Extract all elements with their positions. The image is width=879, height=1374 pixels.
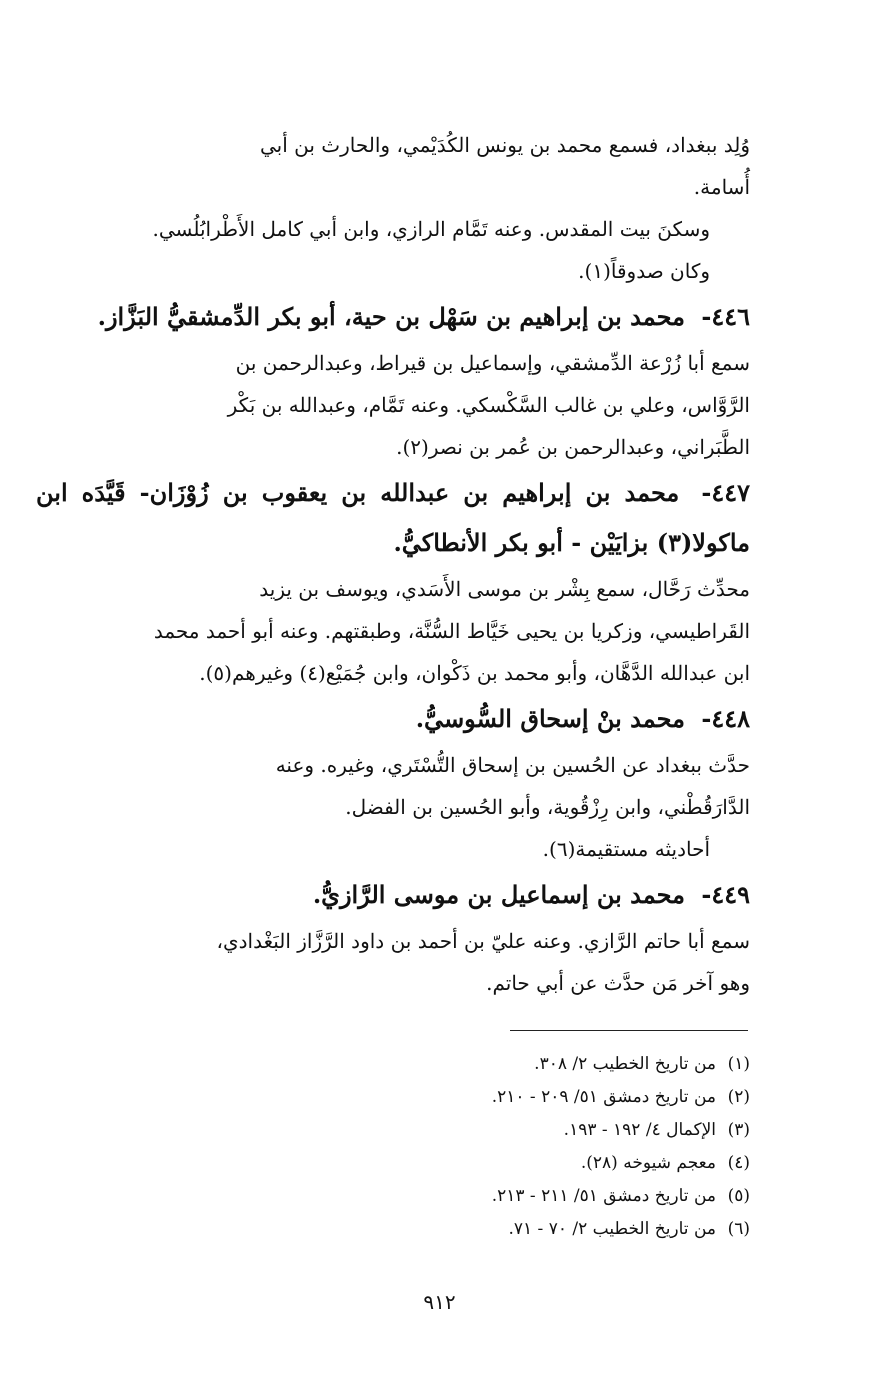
footnotes [60, 1048, 750, 1246]
text-line: سمع أبا زُرْعة الدِّمشقي، وإسماعيل بن قيراط، وعبدالرحمن بن [235, 351, 750, 375]
paragraph [36, 568, 750, 694]
paragraph [36, 744, 750, 828]
paragraph [36, 342, 750, 468]
entry-heading-449 [36, 870, 750, 920]
footnote-divider [510, 1030, 748, 1031]
text-line: وُلِد ببغداد، فسمع محمد بن يونس الكُدَيْمي، والحارث بن أبي [259, 133, 750, 157]
footnote [60, 1147, 750, 1180]
paragraph [36, 124, 750, 208]
text-line: الطَّبَراني، وعبدالرحمن بن عُمر بن نصر(٢). [396, 435, 750, 459]
text-line: القَراطيسي، وزكريا بن يحيى خَيَّاط السُّنَّة، وطبقتهم. وعنه أبو أحمد محمد [153, 619, 750, 643]
text-line: الدَّارَقُطْني، وابن رِزْقُوية، وأبو الحُسين بن الفضل. [345, 795, 750, 819]
footnote-number: (٣) [727, 1120, 750, 1140]
footnote-number: (٢) [727, 1087, 750, 1107]
entry-number: ٤٤٨- [701, 704, 750, 733]
text-line: الرَّوَّاس، وعلي بن غالب السَّكْسكي. وعنه تَمَّام، وعبدالله بن بَكْر [227, 393, 750, 417]
entry-title: محمد بن إبراهيم بن سَهْل بن حية، أبو بكر الدِّمشقيُّ البَزَّاز. [97, 302, 685, 331]
entry-title: محمد بنْ إسحاق السُّوسيُّ. [415, 704, 685, 733]
text-line: محدِّث رَحَّال، سمع بِشْر بن موسى الأَسَدي، ويوسف بن يزيد [259, 577, 750, 601]
footnote-text: من تاريخ الخطيب ٢/ ٧٠ - ٧١. [508, 1219, 716, 1239]
footnote-text: الإكمال ٤/ ١٩٢ - ١٩٣. [563, 1120, 716, 1140]
entry-number: ٤٤٩- [701, 880, 750, 909]
footnote-number: (٥) [727, 1186, 750, 1206]
entry-title: محمد بن إبراهيم بن عبدالله بن يعقوب بن زُوْزَان- قَيَّدَه ابن ماكولا(٣) بزايَيْن - أبو بكر الأنطاكيُّ. [36, 478, 750, 557]
text-line: وسكنَ بيت المقدس. وعنه تَمَّام الرازي، وابن أبي كامل الأَطْرابُلُسي. [152, 217, 710, 241]
entry-heading-446 [36, 292, 750, 342]
entry-heading-448 [36, 694, 750, 744]
footnote-text: من تاريخ دمشق ٥١/ ٢١١ - ٢١٣. [491, 1186, 716, 1206]
footnote-number: (٤) [727, 1153, 750, 1173]
paragraph [36, 208, 750, 292]
footnote-number: (١) [727, 1054, 750, 1074]
text-line: وكان صدوقاً(١). [578, 259, 710, 283]
text-line: أُسامة. [693, 175, 750, 199]
main-text [36, 124, 750, 1004]
text-line: أحاديثه مستقيمة(٦). [542, 837, 710, 861]
paragraph [36, 828, 750, 870]
entry-heading-447 [36, 468, 750, 568]
footnote-number: (٦) [727, 1219, 750, 1239]
footnote-text: معجم شيوخه (٢٨). [580, 1153, 716, 1173]
text-line: حدَّث ببغداد عن الحُسين بن إسحاق التُّسْتَري، وغيره. وعنه [275, 753, 750, 777]
text-line: سمع أبا حاتم الرَّازي. وعنه عليّ بن أحمد بن داود الرَّزَّاز البَغْدادي، [216, 929, 750, 953]
entry-title: محمد بن إسماعيل بن موسى الرَّازيُّ. [312, 880, 685, 909]
footnote [60, 1114, 750, 1147]
footnote [60, 1081, 750, 1114]
entry-number: ٤٤٦- [701, 302, 750, 331]
text-line: ابن عبدالله الدَّهَّان، وأبو محمد بن ذَكْوان، وابن جُمَيْع(٤) وغيرهم(٥). [199, 661, 750, 685]
page-number: ٩١٢ [423, 1290, 456, 1314]
footnote [60, 1213, 750, 1246]
entry-number: ٤٤٧- [701, 478, 751, 507]
footnote-text: من تاريخ دمشق ٥١/ ٢٠٩ - ٢١٠. [491, 1087, 716, 1107]
footnote [60, 1048, 750, 1081]
paragraph [36, 920, 750, 1004]
text-line: وهو آخر مَن حدَّث عن أبي حاتم. [486, 971, 750, 995]
footnote-text: من تاريخ الخطيب ٢/ ٣٠٨. [534, 1054, 716, 1074]
footnote [60, 1180, 750, 1213]
